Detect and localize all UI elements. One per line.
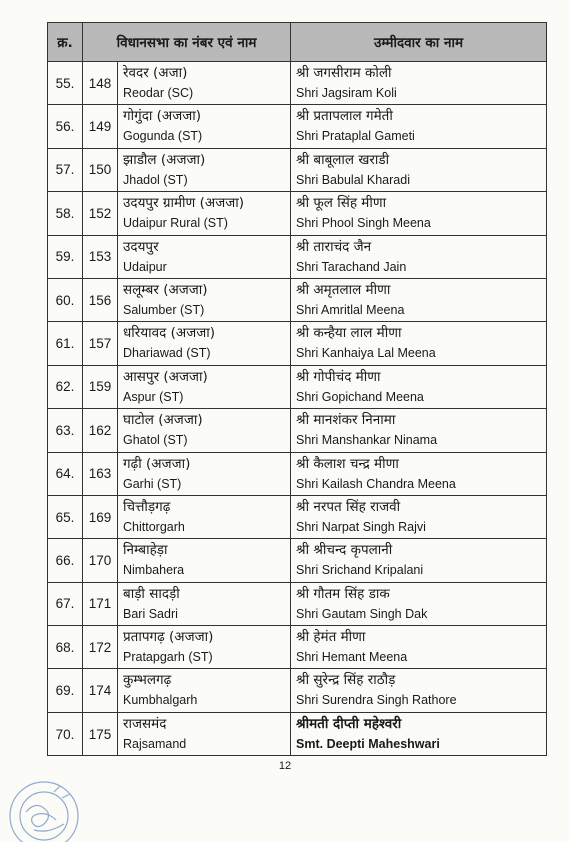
constituency-name-english: Ghatol (ST)	[123, 433, 188, 448]
candidate-name-hindi: श्री हेमंत मीणा	[296, 629, 366, 646]
header-constituency: विधानसभा का नंबर एवं नाम	[83, 23, 291, 62]
constituency-name-cell	[118, 452, 291, 495]
table-row	[48, 235, 547, 278]
constituency-name-cell	[118, 235, 291, 278]
candidate-name-hindi: श्री मानशंकर निनामा	[296, 412, 396, 429]
constituency-name-hindi: आसपुर (अजजा)	[123, 368, 208, 385]
constituency-name-hindi: बाड़ी सादड़ी	[123, 585, 180, 602]
candidate-name-cell	[291, 278, 547, 321]
constituency-number: 169	[83, 495, 118, 538]
serial-number: 68.	[48, 626, 83, 669]
table-row	[48, 539, 547, 582]
candidate-name-english: Shri Surendra Singh Rathore	[296, 693, 457, 708]
constituency-name-english: Udaipur	[123, 259, 167, 274]
serial-number: 67.	[48, 582, 83, 625]
candidate-name-english: Shri Kanhaiya Lal Meena	[296, 346, 436, 361]
constituency-number: 156	[83, 278, 118, 321]
constituency-number: 152	[83, 192, 118, 235]
candidate-name-hindi: श्री प्रतापलाल गमेती	[296, 108, 393, 125]
constituency-name-hindi: गोगुंदा (अजजा)	[123, 108, 202, 125]
constituency-number: 148	[83, 62, 118, 105]
table-row	[48, 452, 547, 495]
candidate-name-english: Shri Phool Singh Meena	[296, 216, 431, 231]
candidate-name-hindi: श्री फूल सिंह मीणा	[296, 195, 387, 212]
candidate-name-english: Shri Amritlal Meena	[296, 302, 405, 317]
candidate-name-english: Shri Babulal Kharadi	[296, 172, 410, 187]
table-row	[48, 626, 547, 669]
constituency-number: 163	[83, 452, 118, 495]
constituency-number: 153	[83, 235, 118, 278]
constituency-name-cell	[118, 582, 291, 625]
serial-number: 61.	[48, 322, 83, 365]
constituency-name-cell	[118, 669, 291, 712]
constituency-name-hindi: घाटोल (अजजा)	[123, 412, 203, 429]
candidate-name-hindi: श्री जगसीराम कोली	[296, 65, 392, 81]
candidate-name-hindi: श्री सुरेन्द्र सिंह राठौड़	[296, 672, 396, 689]
serial-number: 56.	[48, 105, 83, 148]
constituency-name-cell	[118, 365, 291, 408]
constituency-name-cell	[118, 62, 291, 105]
candidate-name-english: Shri Srichand Kripalani	[296, 563, 424, 578]
table-row	[48, 409, 547, 452]
constituency-name-english: Rajsamand	[123, 736, 187, 751]
constituency-name-hindi: कुम्भलगढ़	[123, 672, 172, 689]
constituency-name-hindi: धरियावद (अजजा)	[123, 325, 215, 342]
candidate-name-cell	[291, 62, 547, 105]
constituency-name-cell	[118, 278, 291, 321]
candidate-name-english: Shri Narpat Singh Rajvi	[296, 519, 426, 534]
constituency-number: 157	[83, 322, 118, 365]
constituency-name-english: Bari Sadri	[123, 606, 178, 621]
constituency-name-hindi: चित्तौड़गढ़	[123, 498, 171, 515]
candidate-name-english: Shri Gautam Singh Dak	[296, 606, 428, 621]
constituency-number: 175	[83, 712, 118, 755]
constituency-name-english: Reodar (SC)	[123, 86, 194, 100]
constituency-name-english: Pratapgarh (ST)	[123, 650, 213, 665]
constituency-number: 174	[83, 669, 118, 712]
candidate-name-english: Shri Jagsiram Koli	[296, 86, 397, 100]
constituency-name-cell	[118, 192, 291, 235]
candidate-name-cell	[291, 582, 547, 625]
constituency-name-hindi: रेवदर (अजा)	[123, 65, 188, 81]
table-row	[48, 365, 547, 408]
table-row	[48, 62, 547, 105]
serial-number: 64.	[48, 452, 83, 495]
constituency-name-english: Nimbahera	[123, 563, 185, 578]
candidate-name-english: Shri Manshankar Ninama	[296, 433, 438, 448]
constituency-name-english: Dhariawad (ST)	[123, 346, 211, 361]
candidate-name-hindi: श्री कैलाश चन्द्र मीणा	[296, 455, 399, 472]
serial-number: 57.	[48, 148, 83, 191]
candidate-name-hindi: श्री बाबूलाल खराडी	[296, 151, 390, 168]
constituency-name-hindi: सलूम्बर (अजजा)	[123, 281, 208, 298]
candidate-name-cell	[291, 148, 547, 191]
constituency-name-cell	[118, 626, 291, 669]
table-row	[48, 495, 547, 538]
candidate-name-english: Shri Kailash Chandra Meena	[296, 476, 456, 491]
serial-number: 58.	[48, 192, 83, 235]
candidate-name-cell	[291, 192, 547, 235]
constituency-name-hindi: राजसमंद	[123, 715, 167, 732]
constituency-name-hindi: गढ़ी (अजजा)	[123, 455, 191, 472]
constituency-name-english: Aspur (ST)	[123, 389, 184, 404]
constituency-name-hindi: प्रतापगढ़ (अजजा)	[123, 629, 214, 646]
constituency-name-cell	[118, 712, 291, 755]
constituency-number: 171	[83, 582, 118, 625]
constituency-number: 162	[83, 409, 118, 452]
constituency-name-hindi: झाडौल (अजजा)	[123, 151, 206, 168]
candidate-name-cell	[291, 322, 547, 365]
constituency-name-hindi: उदयपुर	[123, 238, 159, 255]
table-row	[48, 148, 547, 191]
serial-number: 65.	[48, 495, 83, 538]
table-row	[48, 105, 547, 148]
candidate-name-hindi: श्री श्रीचन्द कृपलानी	[296, 542, 393, 559]
candidate-name-hindi: श्रीमती दीप्ती महेश्वरी	[296, 715, 402, 732]
constituency-name-english: Jhadol (ST)	[123, 172, 188, 187]
serial-number: 63.	[48, 409, 83, 452]
page-number: 12	[278, 760, 292, 772]
constituency-name-cell	[118, 409, 291, 452]
candidate-name-hindi: श्री ताराचंद जैन	[296, 238, 372, 255]
table-row	[48, 582, 547, 625]
serial-number: 60.	[48, 278, 83, 321]
constituency-name-english: Chittorgarh	[123, 519, 185, 534]
candidate-name-cell	[291, 452, 547, 495]
header-serial-number: क्र.	[48, 23, 83, 62]
constituency-name-english: Udaipur Rural (ST)	[123, 216, 228, 231]
candidate-name-english: Shri Gopichand Meena	[296, 389, 424, 404]
constituency-number: 170	[83, 539, 118, 582]
constituency-number: 150	[83, 148, 118, 191]
candidate-name-hindi: श्री गौतम सिंह डाक	[296, 585, 390, 602]
table-row	[48, 322, 547, 365]
constituency-name-hindi: उदयपुर ग्रामीण (अजजा)	[123, 195, 244, 212]
header-candidate-name: उम्मीदवार का नाम	[291, 23, 547, 62]
candidate-name-hindi: श्री नरपत सिंह राजवी	[296, 498, 401, 515]
constituency-name-hindi: निम्बाहेड़ा	[123, 542, 168, 559]
candidate-name-hindi: श्री अमृतलाल मीणा	[296, 281, 391, 298]
serial-number: 69.	[48, 669, 83, 712]
candidate-name-english: Shri Prataplal Gameti	[296, 129, 415, 144]
candidate-name-cell	[291, 539, 547, 582]
constituency-name-english: Gogunda (ST)	[123, 129, 203, 144]
constituency-name-cell	[118, 539, 291, 582]
candidate-name-english: Shri Hemant Meena	[296, 650, 408, 665]
table-row	[48, 712, 547, 755]
candidate-name-hindi: श्री गोपीचंद मीणा	[296, 368, 381, 385]
candidate-name-cell	[291, 712, 547, 755]
constituency-name-english: Kumbhalgarh	[123, 693, 198, 708]
constituency-number: 159	[83, 365, 118, 408]
candidate-name-english: Shri Tarachand Jain	[296, 259, 407, 274]
candidate-name-hindi: श्री कन्हैया लाल मीणा	[296, 325, 402, 342]
serial-number: 55.	[48, 62, 83, 105]
constituency-name-cell	[118, 322, 291, 365]
party-seal-stamp-icon	[4, 772, 96, 842]
constituency-name-english: Salumber (ST)	[123, 302, 205, 317]
table-header	[48, 23, 547, 62]
constituency-name-cell	[118, 148, 291, 191]
constituency-number: 149	[83, 105, 118, 148]
candidate-name-english: Smt. Deepti Maheshwari	[296, 736, 440, 751]
serial-number: 59.	[48, 235, 83, 278]
constituency-name-english: Garhi (ST)	[123, 476, 182, 491]
candidate-name-cell	[291, 495, 547, 538]
serial-number: 62.	[48, 365, 83, 408]
constituency-name-cell	[118, 105, 291, 148]
candidate-name-cell	[291, 669, 547, 712]
table-body	[48, 62, 547, 756]
serial-number: 70.	[48, 712, 83, 755]
candidate-name-cell	[291, 626, 547, 669]
candidate-name-cell	[291, 235, 547, 278]
candidate-name-cell	[291, 409, 547, 452]
constituency-name-cell	[118, 495, 291, 538]
candidate-name-cell	[291, 105, 547, 148]
constituency-number: 172	[83, 626, 118, 669]
serial-number: 66.	[48, 539, 83, 582]
candidate-table	[47, 22, 547, 756]
table-row	[48, 192, 547, 235]
table-row	[48, 669, 547, 712]
candidate-name-cell	[291, 365, 547, 408]
table-row	[48, 278, 547, 321]
